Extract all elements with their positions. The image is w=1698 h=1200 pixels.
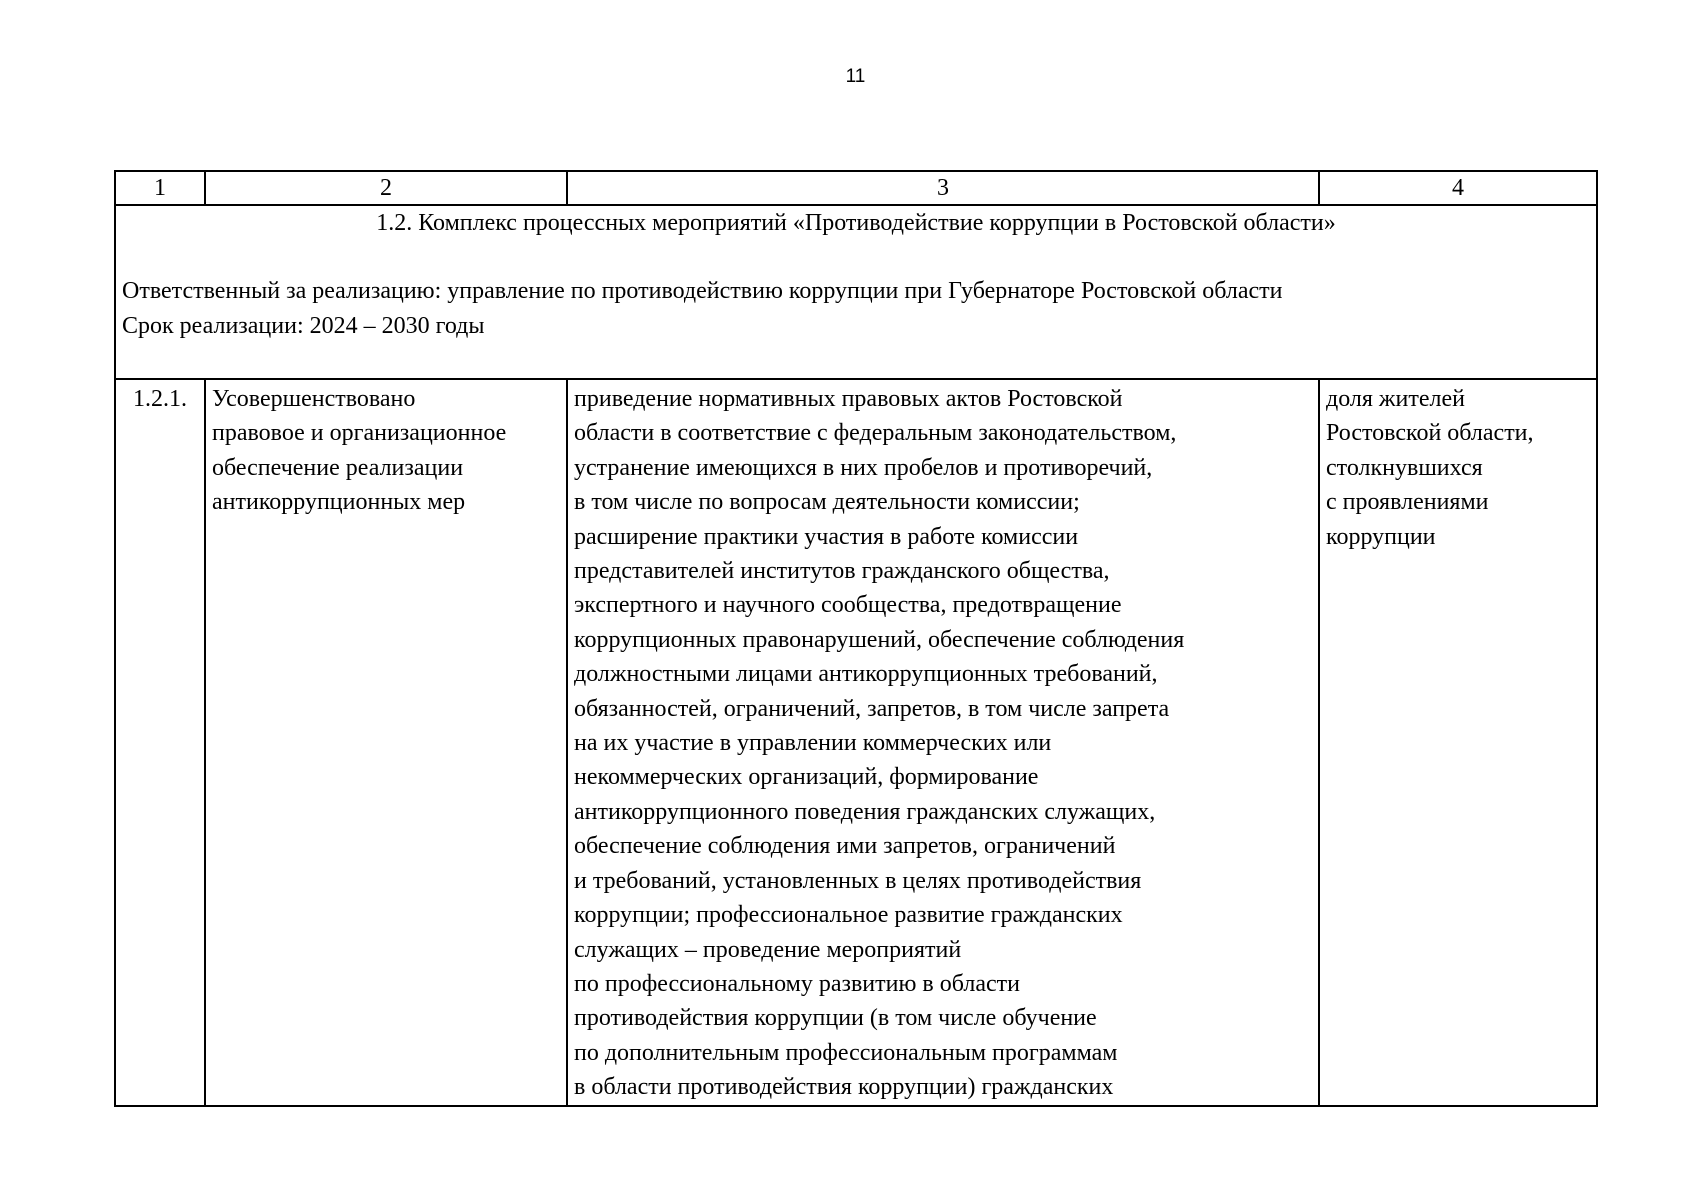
description-line: коррупции; профессиональное развитие гражданских [574, 902, 1123, 929]
description-line: по дополнительным профессиональным программам [574, 1039, 1118, 1066]
description-line: устранение имеющихся в них пробелов и противоречий, [574, 454, 1153, 481]
description-line: коррупционных правонарушений, обеспечение соблюдения [574, 626, 1185, 653]
task-line: правовое и организационное [212, 420, 507, 447]
column-number-2: 2 [205, 171, 567, 205]
description-line: расширение практики участия в работе комиссии [574, 523, 1079, 550]
description-line: области в соответствие с федеральным законодательством, [574, 420, 1177, 447]
row-number: 1.2.1. [115, 379, 205, 1106]
description-line: в области противодействия коррупции) гражданских [574, 1074, 1114, 1101]
description-line: противодействия коррупции (в том числе обучение [574, 1005, 1097, 1032]
description-cell [567, 379, 1319, 1106]
task-line: антикоррупционных мер [212, 489, 466, 516]
indicator-line: с проявлениями [1326, 489, 1489, 516]
column-number-row [115, 171, 1597, 205]
description-line: некоммерческих организаций, формирование [574, 764, 1039, 791]
indicator-line: Ростовской области, [1326, 420, 1534, 447]
indicator-line: доля жителей [1326, 386, 1465, 412]
description-line: экспертного и научного сообщества, предотвращение [574, 592, 1122, 619]
description-line: обеспечение соблюдения ими запретов, ограничений [574, 833, 1116, 860]
section-row [115, 205, 1597, 379]
description-line: служащих – проведение мероприятий [574, 936, 962, 963]
table-row [115, 379, 1597, 1106]
description-line: по профессиональному развитию в области [574, 970, 1020, 997]
description-line: на их участие в управлении коммерческих или [574, 730, 1052, 757]
description-line: в том числе по вопросам деятельности комиссии; [574, 489, 1080, 516]
description-line: антикоррупционного поведения гражданских служащих, [574, 798, 1156, 825]
section-responsible: Ответственный за реализацию: управление по противодействию коррупции при Губернаторе Ростовской области [122, 278, 1283, 305]
measures-table [114, 170, 1598, 1107]
indicator-line: столкнувшихся [1326, 454, 1483, 481]
task-cell [205, 379, 567, 1106]
column-number-1: 1 [115, 171, 205, 205]
description-line: должностными лицами антикоррупционных требований, [574, 661, 1158, 688]
description-line: и требований, установленных в целях противодействия [574, 867, 1142, 894]
description-line: представителей институтов гражданского общества, [574, 558, 1110, 585]
task-line: обеспечение реализации [212, 454, 464, 481]
column-number-4: 4 [1319, 171, 1597, 205]
page-number: 11 [845, 66, 866, 87]
description-line: обязанностей, ограничений, запретов, в том числе запрета [574, 695, 1170, 722]
section-spacer [122, 240, 1590, 274]
section-period: Срок реализации: 2024 – 2030 годы [122, 312, 485, 339]
section-title: 1.2. Комплекс процессных мероприятий «Противодействие коррупции в Ростовской области» [376, 210, 1336, 236]
task-line: Усовершенствовано [212, 386, 416, 412]
column-number-3: 3 [567, 171, 1319, 205]
description-line: приведение нормативных правовых актов Ростовской [574, 386, 1123, 412]
section-cell [115, 205, 1597, 379]
indicator-cell [1319, 379, 1597, 1106]
indicator-line: коррупции [1326, 523, 1436, 550]
